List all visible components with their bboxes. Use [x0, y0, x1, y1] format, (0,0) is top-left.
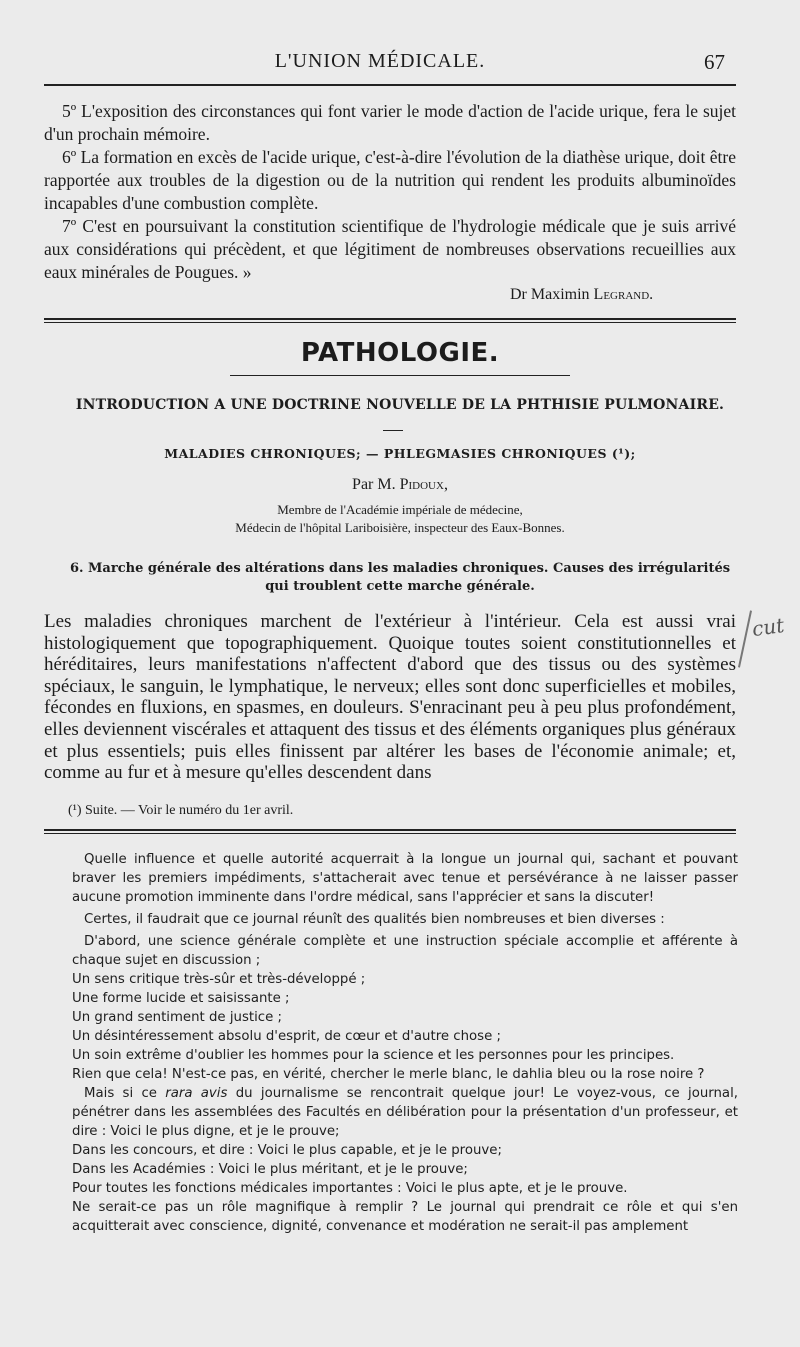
feuilleton-text [72, 850, 738, 1236]
footnote: (¹) Suite. — Voir le numéro du 1er avril. [68, 803, 294, 818]
feuilleton-para-5 [72, 1084, 738, 1141]
feuilleton-para-2: Certes, il faudrait que ce journal réunît des qualités bien nombreuses et bien diverses : [84, 912, 665, 927]
signature-name: Legrand. [593, 286, 654, 303]
author-membership-1: Membre de l'Académie impériale de médecine, [277, 502, 523, 517]
handwritten-margin-note: cut [750, 612, 786, 642]
feuilleton-para-1: Quelle influence et quelle autorité acquerrait à la longue un journal qui, sachant et pouvant braver les premiers impédiments, s'attacherait avec tenue et persévérance à ne laisser passer aucune promotion imminente dans l'ordre médical, sans l'apprécier et sans la discuter! [72, 852, 738, 905]
author-membership-2: Médecin de l'hôpital Lariboisière, inspecteur des Eaux-Bonnes. [235, 520, 565, 535]
paragraph-5: 5º L'exposition des circonstances qui font varier le mode d'action de l'acide urique, fera le sujet d'un prochain mémoire. [44, 101, 736, 144]
author-line [0, 476, 800, 494]
author-name: Pidoux, [399, 476, 448, 493]
author-prefix: Par M. [352, 476, 400, 493]
feuilleton-list-4: Un désintéressement absolu d'esprit, de cœur et d'autre chose ; [72, 1029, 501, 1044]
top-text [44, 100, 736, 284]
title-dash [383, 430, 403, 431]
feuilleton-list-7: Dans les Académies : Voici le plus méritant, et je le prouve; [72, 1162, 468, 1177]
section-heading: 6. Marche générale des altérations dans les maladies chroniques. Causes des irrégularités qui troublent cette marche générale. [69, 561, 731, 594]
feuilleton-para-5a: Mais si ce [84, 1086, 166, 1101]
feuilleton-rara-avis: rara avis [165, 1086, 228, 1101]
feuilleton-list-5: Un soin extrême d'oublier les hommes pour la science et les personnes pour les principes. [72, 1048, 675, 1063]
section-rule-top-thin [44, 322, 736, 323]
signature [510, 286, 653, 304]
feuilleton-list-1: Un sens critique très-sûr et très-développé ; [72, 972, 366, 987]
article-title: INTRODUCTION A UNE DOCTRINE NOUVELLE DE LA PHTHISIE PULMONAIRE. [75, 397, 725, 413]
feuilleton-rule-thin [44, 833, 736, 834]
feuilleton-para-4: Rien que cela! N'est-ce pas, en vérité, chercher le merle blanc, le dahlia bleu ou la rose noire ? [72, 1067, 705, 1082]
section-title-rule [230, 375, 570, 376]
feuilleton-list-2: Une forme lucide et saisissante ; [72, 991, 290, 1006]
feuilleton-para-6: Ne serait-ce pas un rôle magnifique à remplir ? Le journal qui prendrait ce rôle et qui s'en acquitterait avec conscience, dignité, convenance et modération ne serait-il pas amplement [72, 1200, 738, 1234]
feuilleton-para-3: D'abord, une science générale complète et une instruction spéciale accomplie et afférente à chaque sujet en discussion ; [72, 934, 738, 968]
article-subtitle: MALADIES CHRONIQUES; — PHLEGMASIES CHRONIQUES (¹); [164, 446, 636, 461]
paragraph-6: 6º La formation en excès de l'acide urique, c'est-à-dire l'évolution de la diathèse urique, doit être rapportée aux troubles de la digestion ou de la nutrition qui rendent les produits albuminoïdes incapables d'une combustion complète. [44, 147, 736, 213]
feuilleton-list-8: Pour toutes les fonctions médicales importantes : Voici le plus apte, et je le prouve. [72, 1181, 628, 1196]
feuilleton-list-6: Dans les concours, et dire : Voici le plus capable, et je le prouve; [72, 1143, 502, 1158]
feuilleton-list-3: Un grand sentiment de justice ; [72, 1010, 282, 1025]
section-rule-top [44, 318, 736, 320]
page-number: 67 [704, 50, 725, 74]
section-title: PATHOLOGIE. [300, 338, 500, 368]
paragraph-7: 7º C'est en poursuivant la constitution scientifique de l'hydrologie médicale que je suis arrivé aux considérations qui précèdent, et que légitiment de nombreuses observations recueillies aux eaux minérales de Pougues. » [44, 216, 736, 282]
feuilleton-rule [44, 829, 736, 831]
signature-prefix: Dr Maximin [510, 286, 594, 303]
feuilleton-para-5c: du journalisme se rencontrait quelque jour! Le voyez-vous, ce journal, pénétrer dans les assemblées des Facultés en délibération pour la présentation d'un professeur, et dire : Voici le plus digne, et je le prouve; [72, 1086, 738, 1139]
running-head: L'UNION MÉDICALE. [274, 50, 486, 72]
article-body: Les maladies chroniques marchent de l'extérieur à l'intérieur. Cela est aussi vrai histologiquement que topographiquement. Quoique toutes soient constitutionnelles et héréditaires, leurs manifestations n'affectent d'abord que des tissus ou des systèmes spéciaux, le sanguin, le lymphatique, le nerveux; elles sont donc superficielles et mobiles, fécondes en fluxions, en spasmes, en douleurs. S'enracinant peu à peu plus profondément, elles deviennent viscérales et attaquent des tissus et des éléments organiques plus généraux et plus essentiels; puis elles finissent par altérer les bases de l'économie animale; et, comme au fur et à mesure qu'elles descendent dans [44, 611, 736, 784]
header-rule [44, 84, 736, 86]
